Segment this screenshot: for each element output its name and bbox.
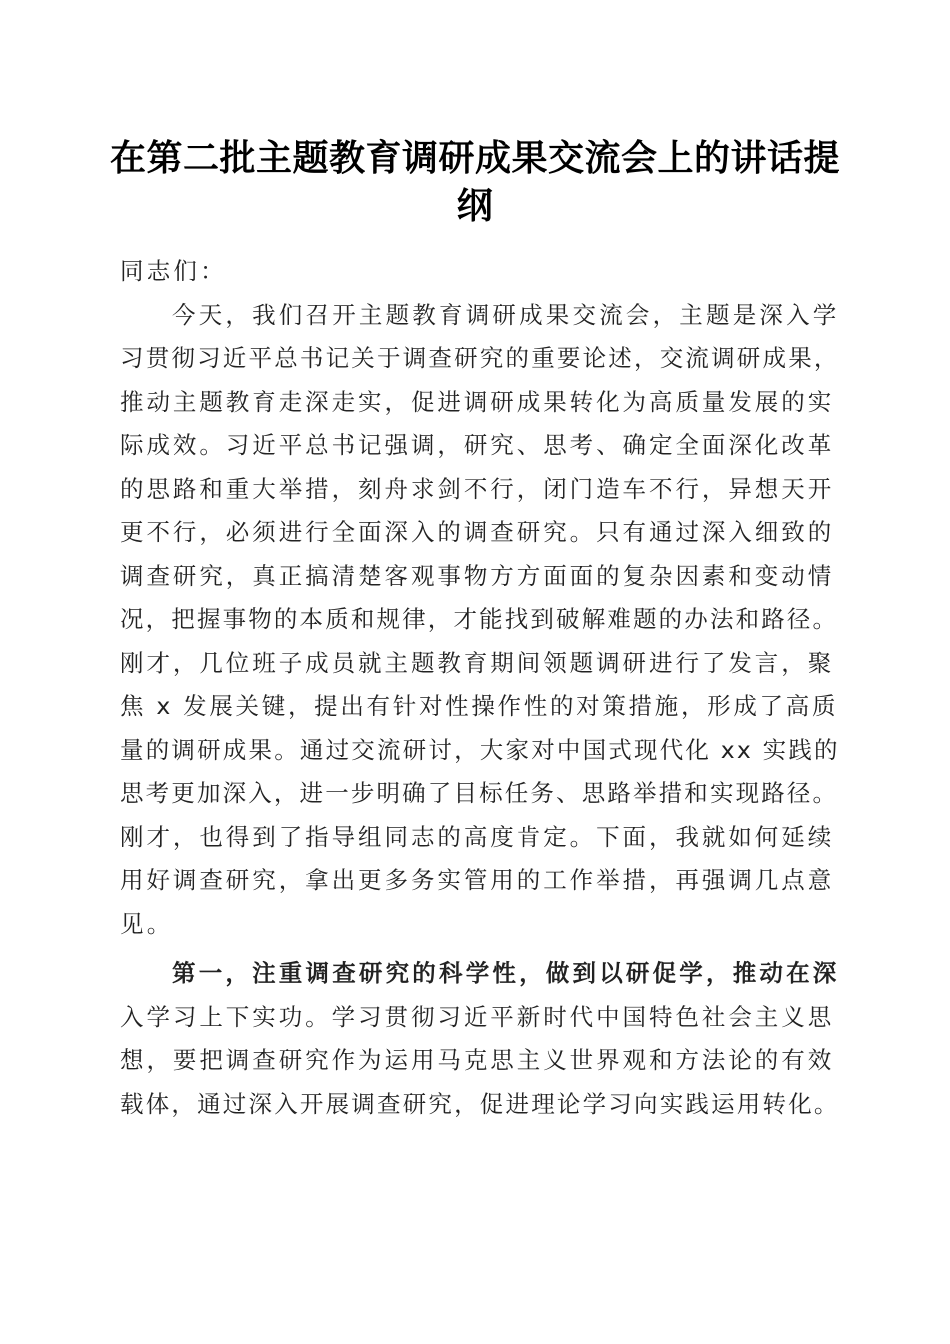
paragraph-line: 见。 bbox=[120, 909, 174, 938]
paragraph-line: 调查研究，真正搞清楚客观事物方方面面的复杂因素和变动情 bbox=[120, 561, 835, 590]
paragraph-line: 想，要把调查研究作为运用马克思主义世界观和方法论的有效 bbox=[120, 1046, 835, 1074]
paragraph-opening bbox=[120, 294, 840, 947]
paragraph-line: 用好调查研究，拿出更多务实管用的工作举措，再强调几点意 bbox=[120, 866, 835, 894]
paragraph-line: 的思路和重大举措，刻舟求剑不行，闭门造车不行，异想天开 bbox=[120, 474, 835, 503]
paragraph-line: 更不行，必须进行全面深入的调查研究。只有通过深入细致的 bbox=[120, 518, 835, 546]
paragraph-line: 量的调研成果。通过交流研讨，大家对中国式现代化 xx 实践的 bbox=[120, 735, 840, 764]
document-body bbox=[120, 250, 840, 1126]
title-line-1: 在第二批主题教育调研成果交流会上的讲话提 bbox=[110, 137, 841, 179]
document-title bbox=[110, 134, 840, 230]
salutation: 同志们： bbox=[120, 257, 227, 285]
paragraph-line: 载体，通过深入开展调查研究，促进理论学习向实践运用转化。 bbox=[120, 1089, 840, 1118]
paragraph-line: 第一，注重调查研究的科学性，做到以研促学，推动在深 bbox=[172, 959, 840, 987]
paragraph-line: 入学习上下实功。学习贯彻习近平新时代中国特色社会主义思 bbox=[120, 1002, 835, 1031]
paragraph-line: 焦 x 发展关键，提出有针对性操作性的对策措施，形成了高质 bbox=[120, 692, 839, 720]
paragraph-line: 习贯彻习近平总书记关于调查研究的重要论述，交流调研成果， bbox=[120, 344, 840, 372]
paragraph-line: 刚才，也得到了指导组同志的高度肯定。下面，我就如何延续 bbox=[120, 822, 835, 851]
paragraph-line: 刚才，几位班子成员就主题教育期间领题调研进行了发言，聚 bbox=[120, 648, 835, 677]
paragraph-line: 况，把握事物的本质和规律，才能找到破解难题的办法和路径。 bbox=[120, 605, 839, 633]
title-line-2: 纲 bbox=[456, 185, 494, 227]
paragraph-line: 今天，我们召开主题教育调研成果交流会，主题是深入学 bbox=[172, 300, 840, 329]
paragraph-line: 推动主题教育走深走实，促进调研成果转化为高质量发展的实 bbox=[120, 387, 835, 416]
paragraph-line: 思考更加深入，进一步明确了目标任务、思路举措和实现路径。 bbox=[120, 779, 839, 807]
paragraph-point-one bbox=[120, 952, 840, 1126]
paragraph-line: 际成效。习近平总书记强调，研究、思考、确定全面深化改革 bbox=[120, 431, 835, 459]
